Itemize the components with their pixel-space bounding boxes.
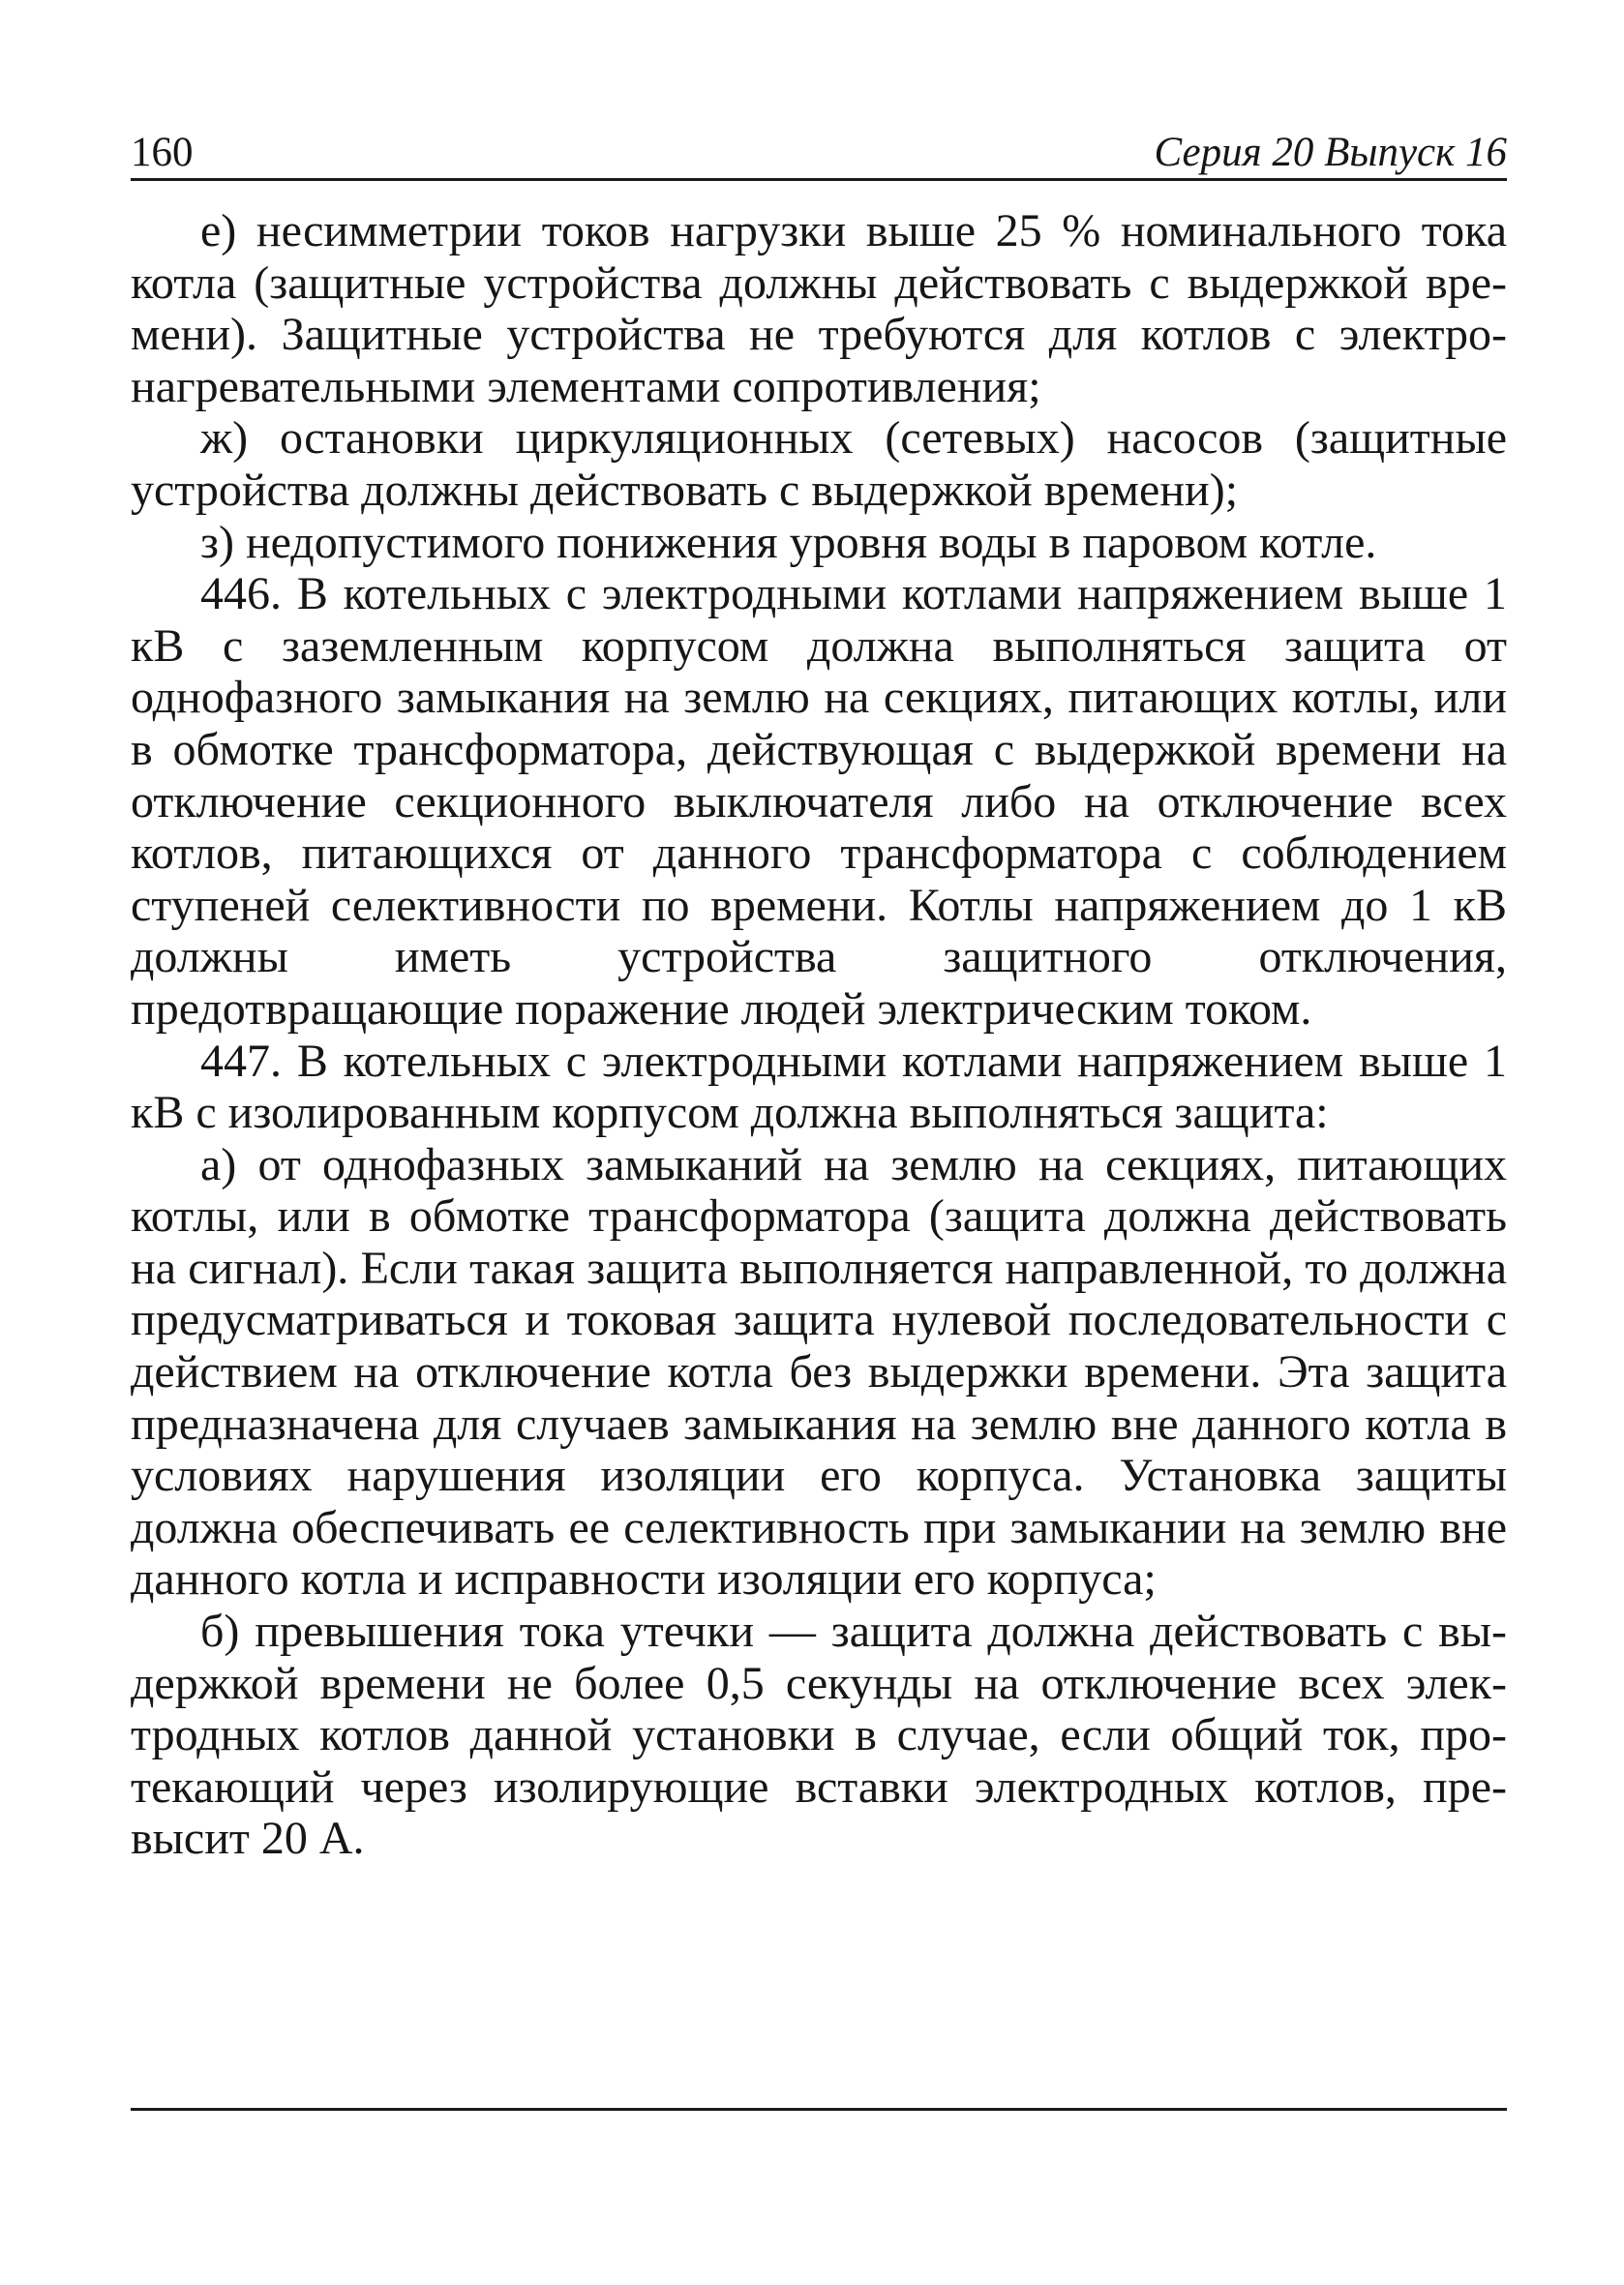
- header-rule: [131, 178, 1507, 181]
- page-header: [131, 124, 1507, 182]
- paragraph-b: б) превышения тока утечки — защита должна действовать с выдержкой времени не более 0,5 секунды на отключение всех электродных котлов данной установки в случае, если общий ток, протекающий через изолирующие вставки электродных котлов, превысит 20 А.: [131, 1606, 1507, 1865]
- running-title: Серия 20 Выпуск 16: [1154, 130, 1507, 175]
- paragraph-zh: ж) остановки циркуляционных (сетевых) насосов (защитные устройства должны действовать с выдержкой времени);: [131, 412, 1507, 516]
- paragraph-447: 447. В котельных с электродными котлами напряжением выше 1 кВ с изолированным корпусом должна выполняться защита:: [131, 1035, 1507, 1139]
- paragraph-z: з) недопустимого понижения уровня воды в паровом котле.: [200, 516, 1377, 568]
- paragraph-a: а) от однофазных замыканий на землю на секциях, питающих котлы, или в обмотке трансформатора (защита должна действовать на сигнал). Если такая защита выполняется направленной, то должна предусматриваться и токовая защита нулевой последовательности с действием на отключение котла без выдержки времени. Эта защита предназначена для случаев замыкания на землю вне данного котла в условиях нарушения изоляции его корпуса. Установка защиты должна обеспечивать ее селективность при замыкании на землю вне данного котла и исправности изоляции его корпуса;: [131, 1138, 1507, 1606]
- paragraph-e: е) несимметрии токов нагрузки выше 25 % номинального тока котла (защитные устройства должны действовать с выдержкой времени). Защитные устройства не требуются для котлов с электронагревательными элементами сопротивления;: [131, 205, 1507, 412]
- paragraph-446: 446. В котельных с электродными котлами напряжением выше 1 кВ с заземленным корпусом должна выполняться защита от однофазного замыкания на землю на секциях, питающих котлы, или в обмотке трансформатора, действующая с выдержкой времени на отключение секционного выключателя либо на отключение всех котлов, питающихся от данного трансформатора с соблюдением ступеней селективности по времени. Котлы напряжением до 1 кВ должны иметь устройства защитного отключения, предотвращающие поражение людей электрическим током.: [131, 568, 1507, 1035]
- body-text: [131, 205, 1507, 1865]
- footer-rule: [131, 2108, 1507, 2111]
- page-number: 160: [131, 130, 194, 175]
